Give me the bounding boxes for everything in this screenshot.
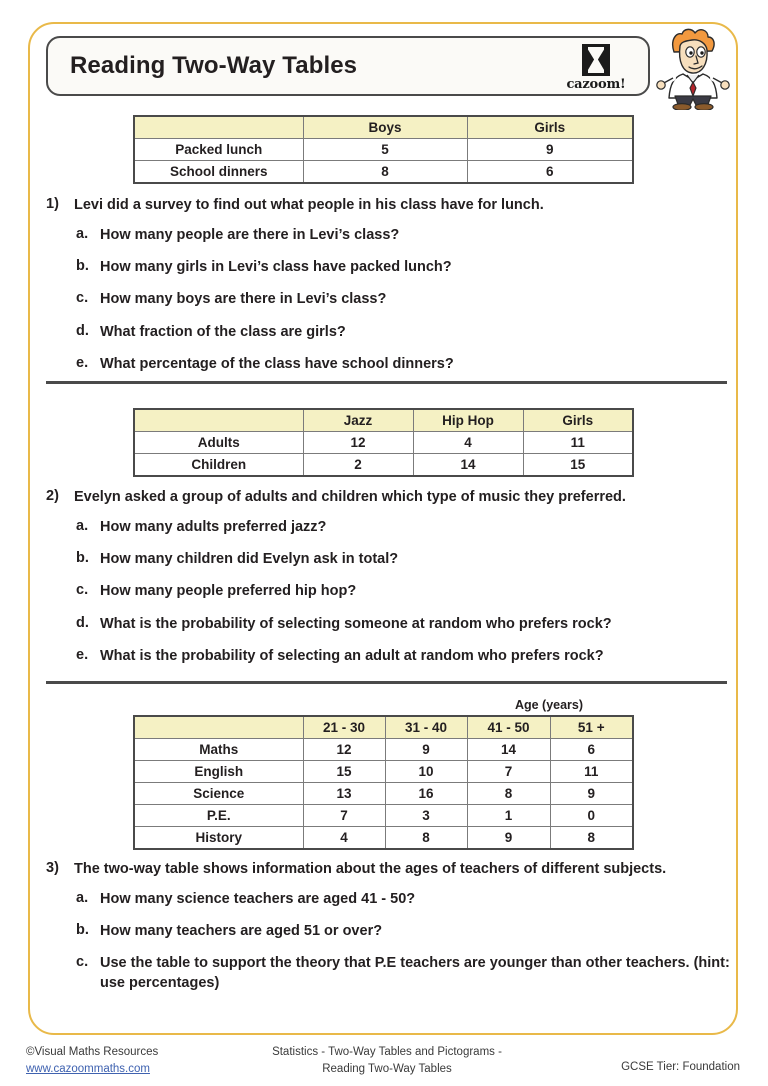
question-part-text: How many teachers are aged 51 or over?	[100, 923, 383, 940]
table-cell: 8	[385, 827, 467, 850]
table-cell: 4	[413, 432, 523, 454]
question-part-text: How many girls in Levi’s class have packed lunch?	[100, 259, 452, 276]
footer-center	[252, 1044, 522, 1077]
title-box	[46, 36, 650, 96]
table-cell: 12	[303, 739, 385, 761]
table-cell: 4	[303, 827, 385, 850]
table-row	[134, 454, 633, 477]
table-cell: 10	[385, 761, 467, 783]
question-1	[46, 196, 736, 387]
table-cell: 2	[303, 454, 413, 477]
question-stem-text: Levi did a survey to find out what people in his class have for lunch.	[74, 197, 544, 213]
question-3	[46, 860, 736, 1006]
table-row	[134, 739, 633, 761]
table-column-header: 41 - 50	[467, 716, 550, 739]
question-part-text: What fraction of the class are girls?	[100, 323, 346, 340]
table3-caption: Age (years)	[514, 698, 584, 712]
table-row-label: School dinners	[134, 161, 303, 184]
question-part	[46, 355, 736, 374]
footer-topic-line-1: Statistics - Two-Way Tables and Pictograms -	[272, 1046, 502, 1058]
hourglass-icon	[582, 44, 610, 76]
table-cell: 0	[550, 805, 633, 827]
two-way-table-music	[133, 408, 634, 477]
question-part	[46, 290, 736, 309]
question-part	[46, 582, 736, 601]
table-row-label: English	[134, 761, 303, 783]
table-header-row	[134, 409, 633, 432]
table-row-label: Maths	[134, 739, 303, 761]
table-row-label: P.E.	[134, 805, 303, 827]
table-cell: 15	[523, 454, 633, 477]
question-part	[46, 890, 736, 909]
table-cell: 8	[303, 161, 467, 184]
table-row-label: History	[134, 827, 303, 850]
question-part-text: What is the probability of selecting an adult at random who prefers rock?	[100, 647, 604, 664]
worksheet-header	[46, 36, 650, 96]
table-cell: 7	[467, 761, 550, 783]
question-part	[46, 323, 736, 342]
table-row-label: Packed lunch	[134, 139, 303, 161]
footer-topic-line-2: Reading Two-Way Tables	[322, 1062, 452, 1075]
table-column-header: Boys	[303, 116, 467, 139]
table-cell: 8	[550, 827, 633, 850]
table-row-label: Adults	[134, 432, 303, 454]
footer-tier: GCSE Tier: Foundation	[621, 1061, 740, 1073]
table-cell: 6	[467, 161, 633, 184]
question-part-text: What is the probability of selecting someone at random who prefers rock?	[100, 615, 612, 632]
question-part-letter: c.	[76, 290, 89, 307]
question-stem	[46, 488, 736, 506]
question-part-letter: a.	[76, 890, 89, 907]
table-cell: 6	[550, 739, 633, 761]
table-cell: 9	[467, 827, 550, 850]
table-cell: 1	[467, 805, 550, 827]
cazoom-logo-text: cazoom!	[566, 77, 626, 92]
table-row	[134, 761, 633, 783]
table-column-header: Girls	[523, 409, 633, 432]
table-column-header: Girls	[467, 116, 633, 139]
table-corner-cell	[134, 116, 303, 139]
question-2	[46, 488, 736, 679]
question-part	[46, 615, 736, 634]
table-cell: 11	[550, 761, 633, 783]
footer-left	[26, 1044, 158, 1077]
table-cell: 14	[467, 739, 550, 761]
table-cell: 15	[303, 761, 385, 783]
table-row	[134, 161, 633, 184]
question-part-letter: b.	[76, 550, 89, 567]
table-row	[134, 432, 633, 454]
table-cell: 9	[385, 739, 467, 761]
question-part	[46, 550, 736, 569]
page-footer	[0, 1044, 768, 1086]
table-cell: 5	[303, 139, 467, 161]
table-cell: 14	[413, 454, 523, 477]
question-number: 1)	[46, 196, 59, 212]
question-part	[46, 954, 736, 992]
question-part-letter: e.	[76, 354, 89, 371]
table-cell: 8	[467, 783, 550, 805]
table-column-header: 51 +	[550, 716, 633, 739]
mascot-illustration	[654, 28, 732, 110]
cazoom-logo	[560, 44, 632, 94]
table-column-header: Hip Hop	[413, 409, 523, 432]
question-part-letter: d.	[76, 614, 89, 631]
question-part-letter: a.	[76, 518, 89, 535]
question-number: 2)	[46, 488, 59, 504]
table-column-header: Jazz	[303, 409, 413, 432]
two-way-table-teacher-ages	[133, 715, 634, 850]
question-number: 3)	[46, 860, 59, 876]
question-part-text: How many people are there in Levi’s class?	[100, 227, 400, 244]
question-part-text: How many adults preferred jazz?	[100, 519, 327, 536]
table-header-row	[134, 716, 633, 739]
question-part-text: What percentage of the class have school dinners?	[100, 355, 454, 372]
question-part-letter: e.	[76, 646, 89, 663]
section-divider-2	[46, 681, 727, 684]
question-part-letter: d.	[76, 322, 89, 339]
table-cell: 11	[523, 432, 633, 454]
question-part-letter: c.	[76, 582, 89, 599]
question-part-text: How many people preferred hip hop?	[100, 583, 357, 600]
question-stem	[46, 196, 736, 214]
section-divider-1	[46, 381, 727, 384]
question-part	[46, 258, 736, 277]
table-column-header: 21 - 30	[303, 716, 385, 739]
table-row	[134, 139, 633, 161]
table-row	[134, 783, 633, 805]
table-row-label: Science	[134, 783, 303, 805]
table-cell: 9	[467, 139, 633, 161]
question-part-text: How many boys are there in Levi’s class?	[100, 291, 387, 308]
table-row-label: Children	[134, 454, 303, 477]
table-corner-cell	[134, 409, 303, 432]
table-header-row	[134, 116, 633, 139]
table-cell: 16	[385, 783, 467, 805]
question-part-text: How many science teachers are aged 41 - 50?	[100, 891, 416, 908]
question-part-text: Use the table to support the theory that P.E teachers are younger than other teachers. (hint: use percentages)	[100, 955, 730, 991]
question-part-letter: c.	[76, 954, 89, 971]
question-part	[46, 647, 736, 666]
page-title: Reading Two-Way Tables	[70, 52, 358, 79]
question-part	[46, 226, 736, 245]
question-part-letter: b.	[76, 922, 89, 939]
table-cell: 3	[385, 805, 467, 827]
table-cell: 12	[303, 432, 413, 454]
table-corner-cell	[134, 716, 303, 739]
question-part	[46, 922, 736, 941]
table-column-header: 31 - 40	[385, 716, 467, 739]
two-way-table-lunch	[133, 115, 634, 184]
question-stem-text: Evelyn asked a group of adults and children which type of music they preferred.	[74, 489, 626, 505]
table-cell: 7	[303, 805, 385, 827]
table-row	[134, 827, 633, 850]
copyright-text: ©Visual Maths Resources	[26, 1046, 159, 1058]
question-part-letter: a.	[76, 226, 89, 243]
table-cell: 9	[550, 783, 633, 805]
table-cell: 13	[303, 783, 385, 805]
cazoom-website-link[interactable]: www.cazoommaths.com	[26, 1062, 150, 1075]
question-stem-text: The two-way table shows information about the ages of teachers of different subjects.	[74, 861, 667, 877]
table-row	[134, 805, 633, 827]
question-part	[46, 518, 736, 537]
question-part-letter: b.	[76, 258, 89, 275]
question-part-text: How many children did Evelyn ask in total?	[100, 551, 399, 568]
question-stem	[46, 860, 736, 878]
